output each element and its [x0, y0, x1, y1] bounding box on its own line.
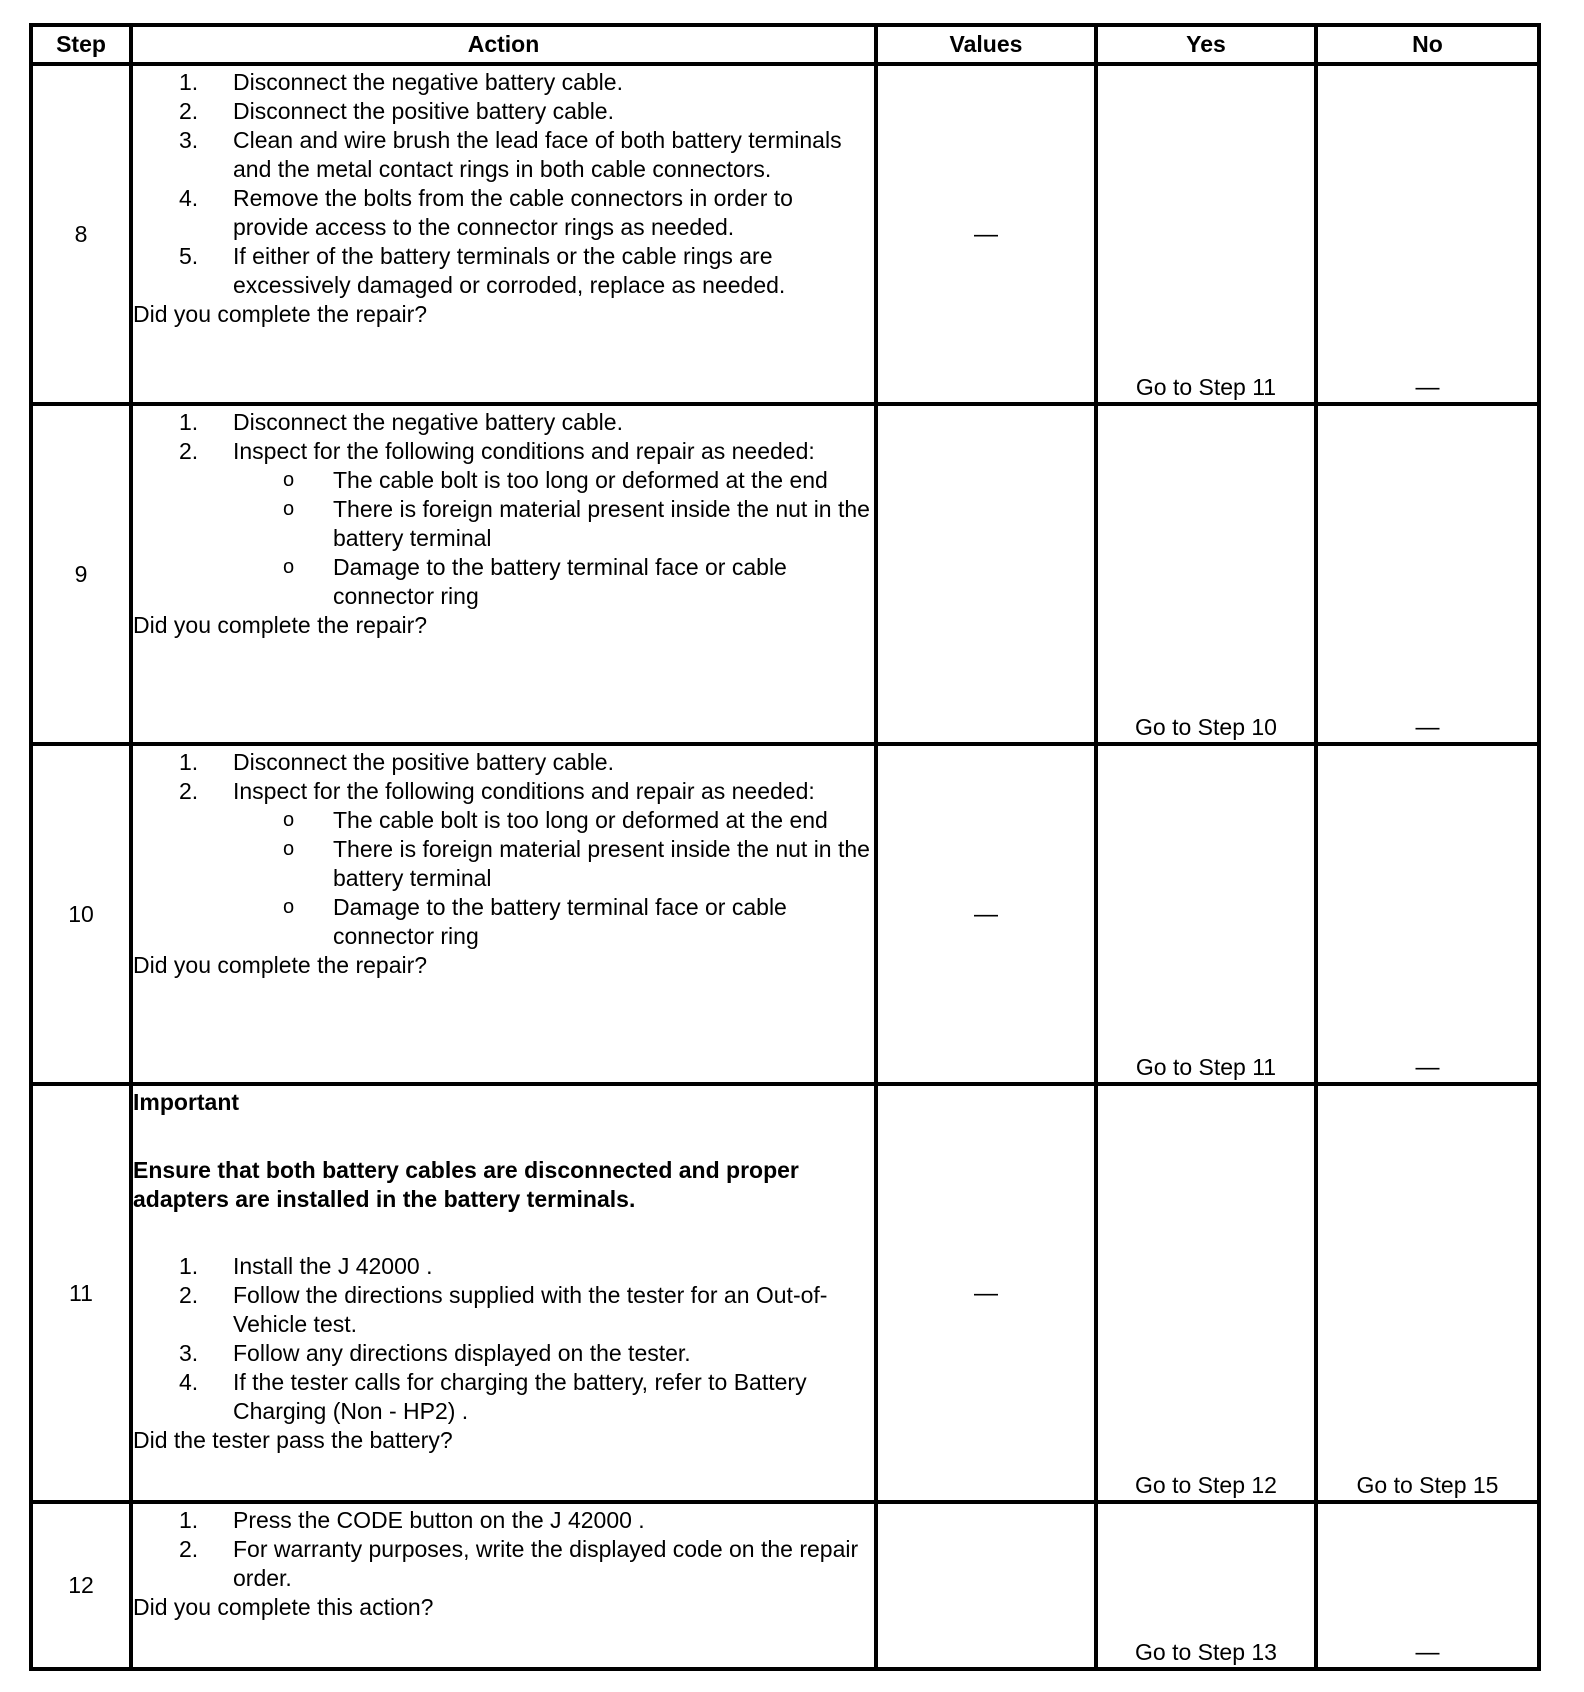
- action-cell: [131, 404, 876, 744]
- bullet-icon: o: [283, 838, 295, 860]
- no-dash: —: [1415, 1054, 1440, 1081]
- item-text: Follow the directions supplied with the tester for an Out-of-Vehicle test.: [233, 1282, 828, 1337]
- action-steps: [133, 1506, 874, 1593]
- condition-list: [233, 806, 874, 951]
- bullet-text: The cable bolt is too long or deformed at the end: [333, 467, 828, 493]
- item-text: Install the J 42000 .: [233, 1253, 433, 1279]
- list-item: [133, 408, 874, 437]
- action-cell: [131, 744, 876, 1084]
- step-number: 11: [31, 1084, 131, 1502]
- item-text: For warranty purposes, write the displayed code on the repair order.: [233, 1536, 859, 1591]
- values-dash: —: [974, 220, 998, 248]
- table-row: [31, 1084, 1539, 1502]
- item-text: Clean and wire brush the lead face of both battery terminals and the metal contact rings in both cable connectors.: [233, 127, 842, 182]
- item-text: Follow any directions displayed on the tester.: [233, 1340, 691, 1366]
- item-text: Remove the bolts from the cable connectors in order to provide access to the connector rings as needed.: [233, 185, 793, 240]
- step-number: 9: [31, 404, 131, 744]
- list-item: [133, 748, 874, 777]
- no-cell: [1316, 1502, 1539, 1669]
- step-number: 8: [31, 64, 131, 404]
- no-cell: Go to Step 15: [1316, 1084, 1539, 1502]
- header-values: Values: [876, 25, 1096, 64]
- item-text: Disconnect the positive battery cable.: [233, 98, 614, 124]
- list-item: [133, 1339, 874, 1368]
- list-item: [133, 242, 874, 300]
- header-action: Action: [131, 25, 876, 64]
- item-number: 3.: [179, 1340, 199, 1366]
- item-text: Press the CODE button on the J 42000 .: [233, 1507, 645, 1533]
- yes-cell: Go to Step 11: [1096, 64, 1316, 404]
- diagnostic-table: [29, 23, 1541, 1671]
- list-item: [233, 495, 874, 553]
- action-cell: [131, 1084, 876, 1502]
- bullet-text: The cable bolt is too long or deformed at the end: [333, 807, 828, 833]
- list-item: [133, 1281, 874, 1339]
- step-number: 12: [31, 1502, 131, 1669]
- action-question: Did you complete the repair?: [133, 952, 428, 978]
- list-item: [133, 97, 874, 126]
- item-number: 2.: [179, 1536, 199, 1562]
- important-title: Important: [133, 1089, 240, 1115]
- bullet-icon: o: [283, 896, 295, 918]
- values-cell: [876, 1084, 1096, 1502]
- table-row: [31, 1502, 1539, 1669]
- list-item: [233, 806, 874, 835]
- item-number: 1.: [179, 1507, 199, 1533]
- item-text: If either of the battery terminals or the cable rings are excessively damaged or corroded, replace as needed.: [233, 243, 786, 298]
- item-text: Inspect for the following conditions and repair as needed:: [233, 438, 815, 464]
- item-text: Disconnect the negative battery cable.: [233, 409, 623, 435]
- table-row: [31, 404, 1539, 744]
- yes-cell: Go to Step 11: [1096, 744, 1316, 1084]
- header-row: [31, 25, 1539, 64]
- no-cell: [1316, 744, 1539, 1084]
- item-number: 2.: [179, 778, 199, 804]
- yes-cell: Go to Step 12: [1096, 1084, 1316, 1502]
- header-yes: Yes: [1096, 25, 1316, 64]
- item-number: 2.: [179, 438, 199, 464]
- no-dash: —: [1415, 374, 1440, 401]
- list-item: [233, 553, 874, 611]
- bullet-icon: o: [283, 809, 295, 831]
- action-cell: [131, 64, 876, 404]
- list-item: [233, 893, 874, 951]
- list-item: [233, 466, 874, 495]
- list-item: [133, 1506, 874, 1535]
- item-number: 2.: [179, 98, 199, 124]
- list-item: [133, 68, 874, 97]
- no-dash: —: [1415, 1639, 1440, 1666]
- bullet-text: There is foreign material present inside the nut in the battery terminal: [333, 836, 870, 891]
- action-steps: [133, 748, 874, 951]
- important-notice: Ensure that both battery cables are disconnected and proper adapters are installed in the battery terminals.: [133, 1157, 799, 1212]
- values-cell: [876, 744, 1096, 1084]
- action-question: Did the tester pass the battery?: [133, 1427, 453, 1453]
- action-steps: [133, 68, 874, 300]
- action-question: Did you complete this action?: [133, 1594, 434, 1620]
- list-item: [133, 1368, 874, 1426]
- item-text: If the tester calls for charging the battery, refer to Battery Charging (Non - HP2) .: [233, 1369, 807, 1424]
- table-row: [31, 744, 1539, 1084]
- item-number: 1.: [179, 409, 199, 435]
- values-cell: [876, 1502, 1096, 1669]
- item-number: 1.: [179, 1253, 199, 1279]
- item-number: 1.: [179, 749, 199, 775]
- list-item: [133, 184, 874, 242]
- list-item: [233, 835, 874, 893]
- no-cell: [1316, 404, 1539, 744]
- list-item: [133, 1252, 874, 1281]
- values-cell: [876, 64, 1096, 404]
- yes-cell: Go to Step 10: [1096, 404, 1316, 744]
- bullet-icon: o: [283, 556, 295, 578]
- action-steps: [133, 1252, 874, 1426]
- item-text: Disconnect the negative battery cable.: [233, 69, 623, 95]
- table-row: [31, 64, 1539, 404]
- header-no: No: [1316, 25, 1539, 64]
- action-cell: [131, 1502, 876, 1669]
- bullet-text: Damage to the battery terminal face or cable connector ring: [333, 894, 787, 949]
- item-number: 3.: [179, 127, 199, 153]
- item-text: Disconnect the positive battery cable.: [233, 749, 614, 775]
- bullet-icon: o: [283, 498, 295, 520]
- values-dash: —: [974, 900, 998, 928]
- no-dash: —: [1415, 714, 1440, 741]
- action-question: Did you complete the repair?: [133, 612, 428, 638]
- yes-cell: Go to Step 13: [1096, 1502, 1316, 1669]
- header-step: Step: [31, 25, 131, 64]
- list-item: [133, 437, 874, 611]
- values-dash: —: [974, 1279, 998, 1307]
- bullet-text: There is foreign material present inside the nut in the battery terminal: [333, 496, 870, 551]
- list-item: [133, 126, 874, 184]
- bullet-icon: o: [283, 469, 295, 491]
- item-number: 4.: [179, 1369, 199, 1395]
- values-cell: [876, 404, 1096, 744]
- condition-list: [233, 466, 874, 611]
- list-item: [133, 1535, 874, 1593]
- bullet-text: Damage to the battery terminal face or cable connector ring: [333, 554, 787, 609]
- step-number: 10: [31, 744, 131, 1084]
- item-text: Inspect for the following conditions and repair as needed:: [233, 778, 815, 804]
- item-number: 5.: [179, 243, 199, 269]
- action-steps: [133, 408, 874, 611]
- item-number: 1.: [179, 69, 199, 95]
- no-cell: [1316, 64, 1539, 404]
- item-number: 4.: [179, 185, 199, 211]
- item-number: 2.: [179, 1282, 199, 1308]
- list-item: [133, 777, 874, 951]
- action-question: Did you complete the repair?: [133, 301, 428, 327]
